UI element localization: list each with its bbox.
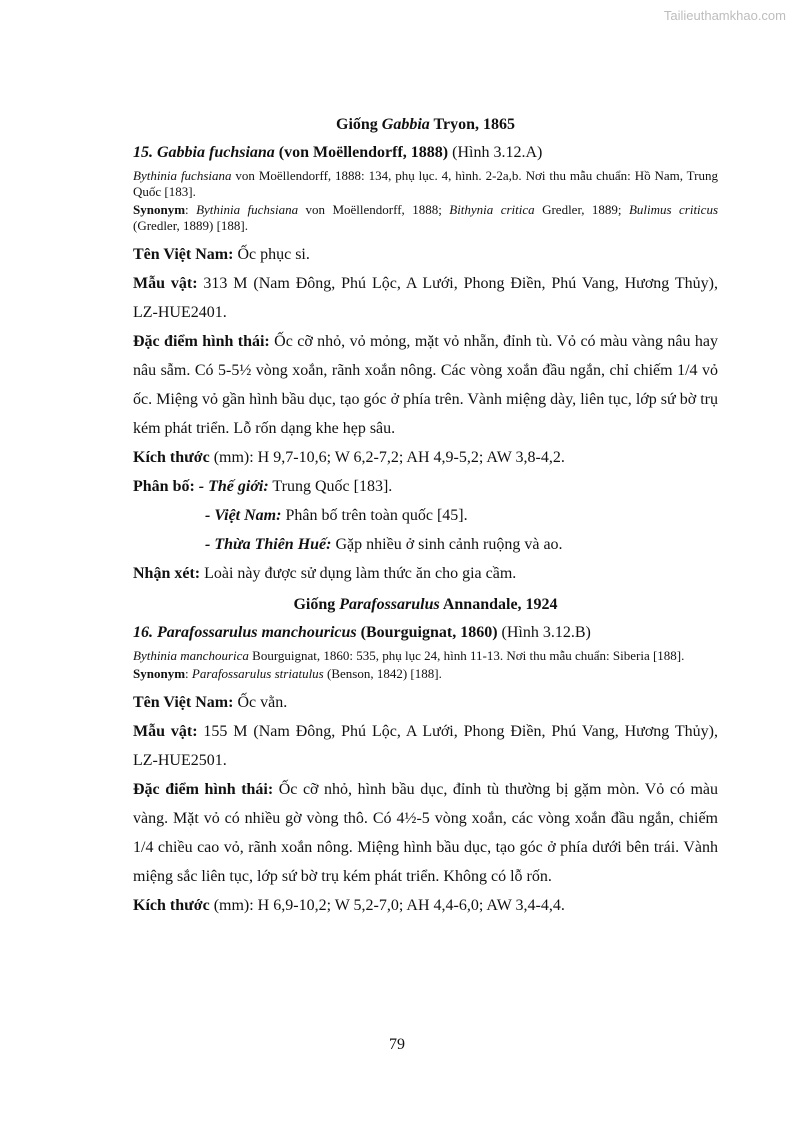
size: Kích thước (mm): H 9,7-10,6; W 6,2-7,2; AH 4,9-5,2; AW 3,8-4,2. bbox=[133, 449, 565, 466]
original-description: Bythinia manchourica Bourguignat, 1860: 535, phụ lục 24, hình 11-13. Nơi thu mẫu chuẩn: Siberia [188]. bbox=[133, 648, 685, 663]
morphology: Đặc điểm hình thái: Ốc cỡ nhỏ, vỏ mỏng, mặt vỏ nhẵn, đỉnh tù. Vỏ có màu vàng nâu hay nâu sẫm. Có 5-5½ vòng xoắn, rãnh xoắn nông. Các vòng xoắn đầu ngắn, chỉ chiếm 1/4 vỏ ốc. Miệng vỏ gần hình bầu dục, tạo góc ở phía trên. Vành miệng dày, liên tục, lớp sứ bờ trụ kém phát triển. Lỗ rốn dạng khe hẹp sâu. bbox=[133, 333, 718, 437]
vietnamese-name: Tên Việt Nam: Ốc phục si. bbox=[133, 246, 310, 263]
watermark: Tailieuthamkhao.com bbox=[663, 8, 786, 23]
distribution-world: Phân bố: - Thế giới: Trung Quốc [183]. bbox=[133, 478, 393, 495]
remark: Nhận xét: Loài này được sử dụng làm thức ăn cho gia cầm. bbox=[133, 565, 517, 582]
genus-heading: Giống Gabbia Tryon, 1865 bbox=[336, 116, 515, 133]
specimen: Mẫu vật: 313 M (Nam Đông, Phú Lộc, A Lưới, Phong Điền, Phú Vang, Hương Thủy), LZ-HUE2401. bbox=[133, 275, 719, 321]
synonym-line: Synonym: Bythinia fuchsiana von Moëllendorff, 1888; Bithynia critica Gredler, 1889; Bulimus criticus (Gredler, 1889) [188]. bbox=[133, 202, 718, 233]
genus-heading: Giống Parafossarulus Annandale, 1924 bbox=[293, 596, 558, 613]
species-heading: 15. Gabbia fuchsiana (von Moëllendorff, 1888) (Hình 3.12.A) bbox=[133, 144, 543, 161]
vietnamese-name: Tên Việt Nam: Ốc vằn. bbox=[133, 694, 288, 711]
distribution-vietnam: - Việt Nam: Phân bố trên toàn quốc [45]. bbox=[205, 507, 468, 524]
size: Kích thước (mm): H 6,9-10,2; W 5,2-7,0; AH 4,4-6,0; AW 3,4-4,4. bbox=[133, 897, 565, 914]
page-content bbox=[133, 114, 718, 920]
morphology: Đặc điểm hình thái: Ốc cỡ nhỏ, hình bầu dục, đỉnh tù thường bị gặm mòn. Vỏ có màu vàng. Mặt vỏ có nhiều gờ vòng thô. Có 4½-5 vòng xoắn, các vòng xoắn đầu ngắn, chiếm 1/4 chiều cao vỏ, rãnh xoắn nông. Miệng hình bầu dục, tạo góc ở phía dưới bên trái. Vành miệng sắc liên tục, lớp sứ bờ trụ kém phát triển. Không có lỗ rốn. bbox=[133, 781, 719, 885]
page-number: 79 bbox=[389, 1036, 405, 1053]
synonym-line: Synonym: Parafossarulus striatulus (Benson, 1842) [188]. bbox=[133, 666, 442, 681]
species-heading: 16. Parafossarulus manchouricus (Bourguignat, 1860) (Hình 3.12.B) bbox=[133, 624, 591, 641]
distribution-thua-thien-hue: - Thừa Thiên Huế: Gặp nhiều ở sinh cảnh ruộng và ao. bbox=[205, 536, 563, 553]
specimen: Mẫu vật: 155 M (Nam Đông, Phú Lộc, A Lưới, Phong Điền, Phú Vang, Hương Thủy), LZ-HUE2501. bbox=[133, 723, 719, 769]
original-description: Bythinia fuchsiana von Moëllendorff, 1888: 134, phụ lục. 4, hình. 2-2a,b. Nơi thu mẫu chuẩn: Hồ Nam, Trung Quốc [183]. bbox=[133, 168, 718, 199]
